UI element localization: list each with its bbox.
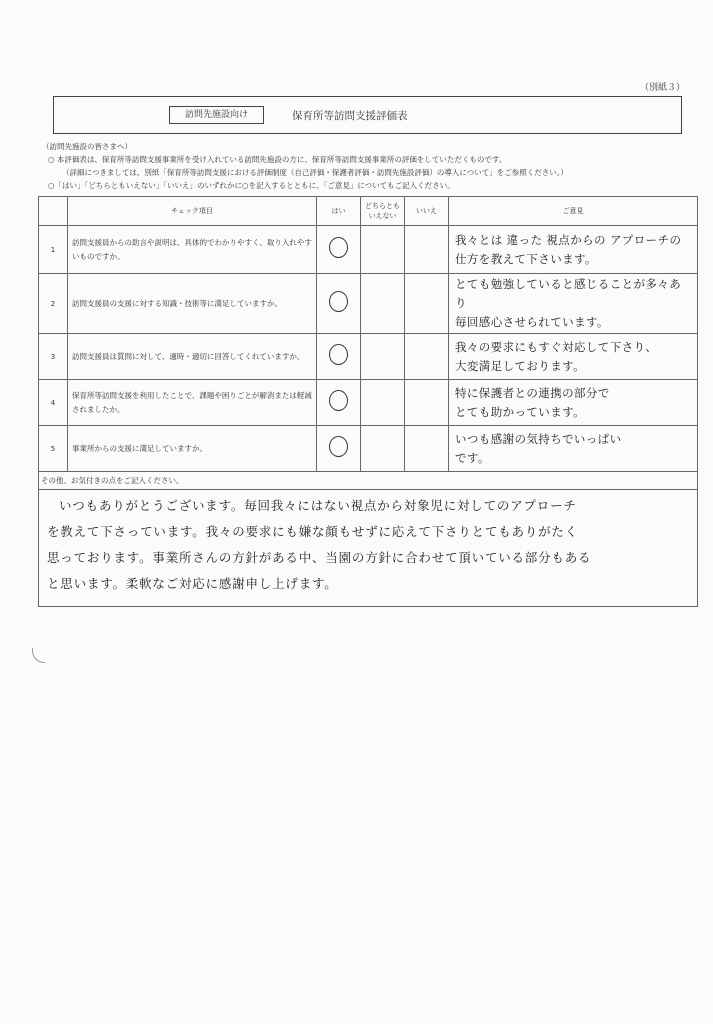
table-row <box>39 274 698 334</box>
scan-mark <box>32 648 45 663</box>
question-text: 保育所等訪問支援を利用したことで、課題や困りごとが解消または軽減されましたか。 <box>68 380 317 426</box>
page-title: 保育所等訪問支援評価表 <box>292 110 408 122</box>
answer-no-cell[interactable] <box>405 274 449 334</box>
header-num <box>39 197 68 226</box>
row-number: 1 <box>39 226 68 274</box>
question-text: 事業所からの支援に満足していますか。 <box>68 426 317 472</box>
table-header-row <box>39 197 698 226</box>
row-number: 2 <box>39 274 68 334</box>
row-number: 5 <box>39 426 68 472</box>
table-row <box>39 426 698 472</box>
row-number: 4 <box>39 380 68 426</box>
recipient-tag: 訪問先施設向け <box>169 106 264 124</box>
answer-yes-cell[interactable] <box>317 274 361 334</box>
answer-neutral-cell[interactable] <box>361 274 405 334</box>
circle-mark-icon <box>329 344 348 365</box>
table-row <box>39 226 698 274</box>
intro-line-2: （詳細につきましては、別紙「保育所等訪問支援における評価制度（自己評価・保護者評価・訪問先施設評価）の導入について」をご参照ください。） <box>62 168 568 177</box>
appendix-label: （別紙３） <box>640 83 686 93</box>
circle-mark-icon <box>329 436 348 457</box>
opinion-text: とても勉強していると感じることが多々あり 毎回感心させられています。 <box>449 274 698 334</box>
circle-mark-icon <box>329 291 348 312</box>
salutation: （訪問先施設の皆さまへ） <box>42 142 132 151</box>
header-opinion: ご意見 <box>449 197 698 226</box>
circle-mark-icon <box>329 390 348 411</box>
header-yes: はい <box>317 197 361 226</box>
table-row <box>39 334 698 380</box>
answer-yes-cell[interactable] <box>317 334 361 380</box>
opinion-text: いつも感謝の気持ちでいっぱい です。 <box>449 426 698 472</box>
question-text: 訪問支援員の支援に対する知識・技術等に満足していますか。 <box>68 274 317 334</box>
intro-line-3: ○「はい」「どちらともいえない」「いいえ」のいずれかに○を記入するとともに、「ご意見」についてもご記入ください。 <box>48 181 455 190</box>
other-comments-label: その他、お気付きの点をご記入ください。 <box>39 472 698 490</box>
answer-neutral-cell[interactable] <box>361 380 405 426</box>
intro-line-1: ○ 本評価表は、保育所等訪問支援事業所を受け入れている訪問先施設の方に、保育所等訪問支援事業所の評価をしていただくものです。 <box>48 155 507 164</box>
other-comments-label-row <box>39 472 698 490</box>
answer-no-cell[interactable] <box>405 426 449 472</box>
answer-no-cell[interactable] <box>405 380 449 426</box>
evaluation-table <box>38 196 698 607</box>
answer-yes-cell[interactable] <box>317 426 361 472</box>
answer-yes-cell[interactable] <box>317 380 361 426</box>
answer-neutral-cell[interactable] <box>361 334 405 380</box>
answer-yes-cell[interactable] <box>317 226 361 274</box>
answer-neutral-cell[interactable] <box>361 426 405 472</box>
header-no: いいえ <box>405 197 449 226</box>
circle-mark-icon <box>329 237 348 258</box>
question-text: 訪問支援員からの助言や説明は、具体的でわかりやすく、取り入れやすいものですか。 <box>68 226 317 274</box>
answer-neutral-cell[interactable] <box>361 226 405 274</box>
opinion-text: 我々とは 違った 視点からの アプローチの 仕方を教えて下さいます。 <box>449 226 698 274</box>
question-text: 訪問支援員は質問に対して、適時・適切に回答してくれていますか。 <box>68 334 317 380</box>
opinion-text: 特に保護者との連携の部分で とても助かっています。 <box>449 380 698 426</box>
header-check-item: チェック項目 <box>68 197 317 226</box>
row-number: 3 <box>39 334 68 380</box>
answer-no-cell[interactable] <box>405 226 449 274</box>
opinion-text: 我々の要求にもすぐ対応して下さり、 大変満足しております。 <box>449 334 698 380</box>
header-neutral: どちらとも いえない <box>361 197 405 226</box>
table-row <box>39 380 698 426</box>
other-comments-text[interactable]: いつもありがとうございます。毎回我々にはない視点から対象児に対してのアプローチ を教えて下さっています。我々の要求にも嫌な顔もせずに応えて下さりとてもありがたく 思っております。事業所さんの方針がある中、当園の方針に合わせて頂いている部分もある と思います。柔軟なご対応に感謝申し上げます。 <box>39 490 698 607</box>
answer-no-cell[interactable] <box>405 334 449 380</box>
other-comments-row <box>39 490 698 607</box>
